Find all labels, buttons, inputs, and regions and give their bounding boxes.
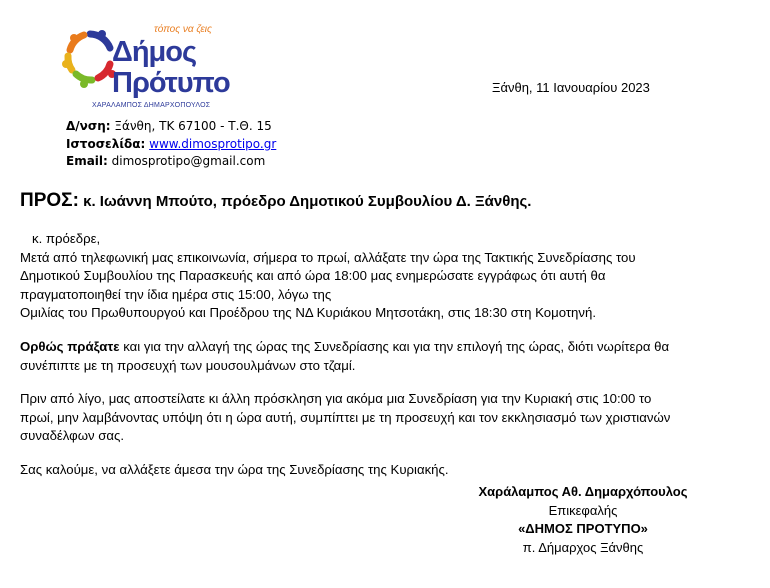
signature-party: «ΔΗΜΟΣ ΠΡΟΤΥΠΟ» <box>518 521 648 536</box>
paragraph-line: Πριν από λίγο, μας αποστείλατε κι άλλη πρόσκληση για ακόμα μια Συνεδρίαση για την Κυριακή στις 10:00 το <box>20 391 652 407</box>
address: Ξάνθη, ΤΚ 67100 - Τ.Θ. 15 <box>114 119 272 133</box>
website-label: Ιστοσελίδα: <box>66 136 146 151</box>
paragraph-line: συναδέλφων σας. <box>20 428 125 444</box>
paragraph-line: πρωί, μην λαμβάνοντας υπόψη ότι η ώρα αυτή, συμπίπτει με τη προσευχή και τον εκκλησιασμό των χριστιανών <box>20 409 671 425</box>
paragraph-text: και για την αλλαγή της ώρας της Συνεδρίασης και για την επιλογή της ώρας, διότι νωρίτερα θα <box>119 338 670 354</box>
paragraph-line <box>20 338 720 357</box>
logo-line1: Δήμος <box>112 36 197 68</box>
paragraph-line: πραγματοποιηθεί την ίδια ημέρα στις 15:00, λόγω της <box>20 286 332 302</box>
logo-line2: Πρότυπο <box>112 67 230 99</box>
website-link[interactable]: www.dimosprotipo.gr <box>149 136 277 151</box>
contact-block <box>66 118 276 171</box>
recipient-text: κ. Ιωάννη Μπούτο, πρόεδρο Δημοτικού Συμβουλίου Δ. Ξάνθης. <box>83 193 532 210</box>
recipient <box>20 190 531 212</box>
recipient-label: ΠΡΟΣ: <box>20 190 79 211</box>
emphasis: Ορθώς πράξατε <box>20 338 120 354</box>
people-circle-icon <box>62 28 118 88</box>
logo-tagline: τόπος να ζεις <box>154 24 212 35</box>
signature <box>440 483 726 557</box>
logo-subtitle: ΧΑΡΑΛΑΜΠΟΣ ΔΗΜΑΡΧΟΠΟΥΛΟΣ <box>92 102 211 109</box>
date: Ξάνθη, 11 Ιανουαρίου 2023 <box>492 80 650 95</box>
logo <box>62 24 230 114</box>
signature-title: π. Δήμαρχος Ξάνθης <box>522 539 644 555</box>
letter-body <box>20 230 720 480</box>
email: dimosprotipo@gmail.com <box>111 154 266 168</box>
paragraph-line: Ομιλίας του Πρωθυπουργού και Προέδρου της ΝΔ Κυριάκου Μητσοτάκη, στις 18:30 στη Κομοτηνή. <box>20 305 596 321</box>
paragraph-line: Σας καλούμε, να αλλάξετε άμεσα την ώρα της Συνεδρίασης της Κυριακής. <box>20 461 449 477</box>
salutation: κ. πρόεδρε, <box>32 231 101 246</box>
paragraph-line: Μετά από τηλεφωνική μας επικοινωνία, σήμερα το πρωί, αλλάξατε την ώρα της Τακτικής Συνεδρίασης του <box>20 249 636 265</box>
email-label: Email: <box>66 154 108 168</box>
paragraph-line: συνέπιπτε με τη προσευχή των μουσουλμάνων στο τζαμί. <box>20 357 356 373</box>
signature-name: Χαράλαμπος Αθ. Δημαρχόπουλος <box>478 484 688 499</box>
paragraph-line: Δημοτικού Συμβουλίου της Παρασκευής και από ώρα 18:00 μας ενημερώσατε εγγράφως ότι αυτή θα <box>20 268 606 284</box>
address-label: Δ/νση: <box>66 119 111 133</box>
signature-role: Επικεφαλής <box>548 502 618 518</box>
